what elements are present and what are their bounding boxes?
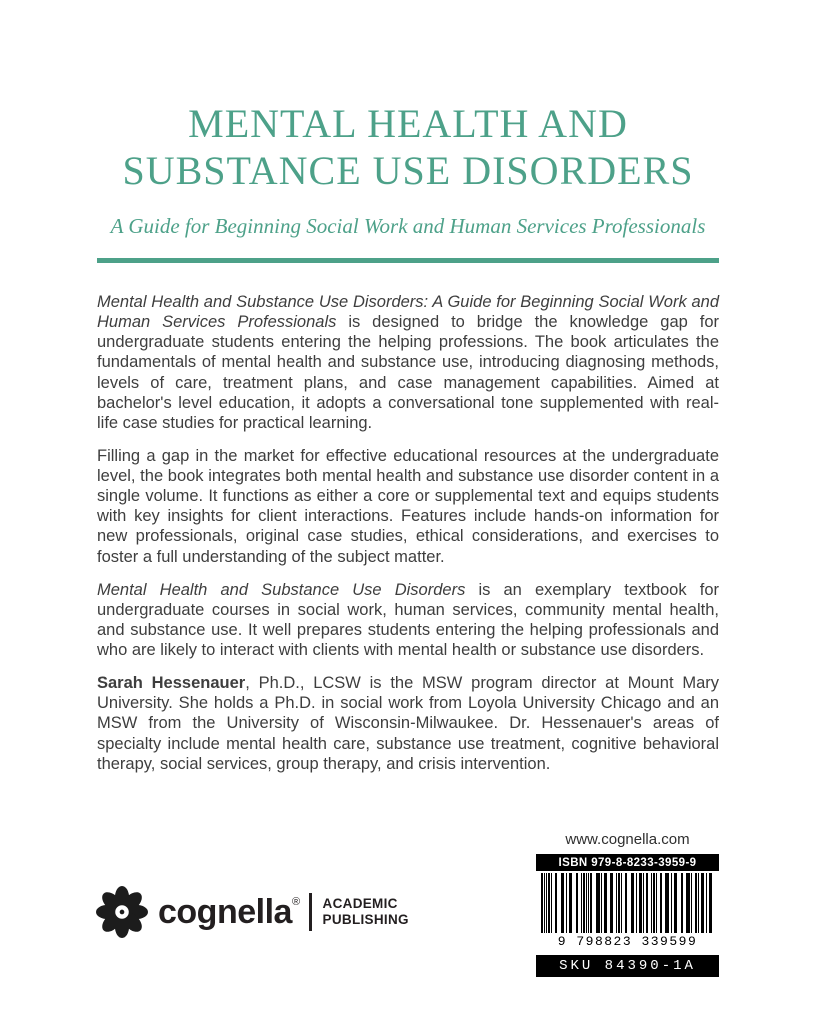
paragraph-text: is an exemplary textbook for undergraduate courses in social work, human services, community mental health, and substance use. It well prepares students entering the helping professionals and who are likely to interact with clients with mental health or substance use disorders. [97, 580, 719, 659]
sku-label: SKU 84390-1A [536, 955, 719, 977]
author-name: Sarah Hessenauer [97, 674, 246, 693]
book-title-line-1: MENTAL HEALTH AND [188, 101, 628, 146]
book-title [0, 100, 816, 194]
isbn-label: ISBN 979-8-8233-3959-9 [536, 854, 719, 871]
accent-divider-rule [97, 258, 719, 263]
tagline-line-2: PUBLISHING [322, 912, 409, 927]
registered-mark: ® [291, 896, 300, 908]
cognella-flower-icon [96, 886, 148, 938]
book-title-line-2: SUBSTANCE USE DISORDERS [122, 148, 694, 194]
publisher-website: www.cognella.com [565, 831, 690, 848]
paragraph-description [97, 292, 719, 433]
brand-text: cognella [158, 893, 292, 931]
paragraph-text: , Ph.D., LCSW is the MSW program director at Mount Mary University. She holds a Ph.D. in social work from Loyola University Chicago and an MSW from the University of Wisconsin-Milwaukee. Dr. Hessenauer's areas of specialty include mental health care, substance use treatment, cognitive behavioral therapy, social services, group therapy, and crisis intervention. [97, 674, 720, 773]
paragraph-market: Filling a gap in the market for effective educational resources at the undergraduate level, the book integrates both mental health and substance use disorder content in a single volume. It functions as either a core or supplemental text and equips students with key insights for client interactions. Features include hands-on information for new professionals, original case studies, ethical considerations, and exercises to foster a full understanding of the subject matter. [97, 446, 719, 566]
paragraph-text: is designed to bridge the knowledge gap for undergraduate students entering the helping professions. The book articulates the fundamentals of mental health and substance use, introducing diagnosing methods, levels of care, treatment plans, and case management capabilities. Aimed at bachelor's level education, it adopts a conversational tone supplemented with real-life case studies for practical learning. [97, 313, 719, 432]
barcode-digits: 9 798823 339599 [536, 933, 719, 952]
publisher-tagline [323, 896, 409, 927]
book-title-italic: Mental Health and Substance Use Disorders: A Guide for Beginning Social Work and Human Services Professionals [97, 293, 719, 332]
paragraph-author-bio [97, 673, 719, 774]
paragraph-audience [97, 580, 719, 661]
publisher-brand-name [158, 895, 300, 929]
logo-divider [309, 893, 312, 931]
barcode-block [536, 854, 719, 977]
barcode-bars [541, 873, 714, 933]
book-subtitle: A Guide for Beginning Social Work and Human Services Professionals [110, 214, 706, 238]
tagline-line-1: ACADEMIC [322, 896, 398, 912]
back-cover-text [97, 292, 719, 787]
publisher-logo [96, 886, 409, 938]
book-title-italic: Mental Health and Substance Use Disorders [97, 580, 466, 599]
